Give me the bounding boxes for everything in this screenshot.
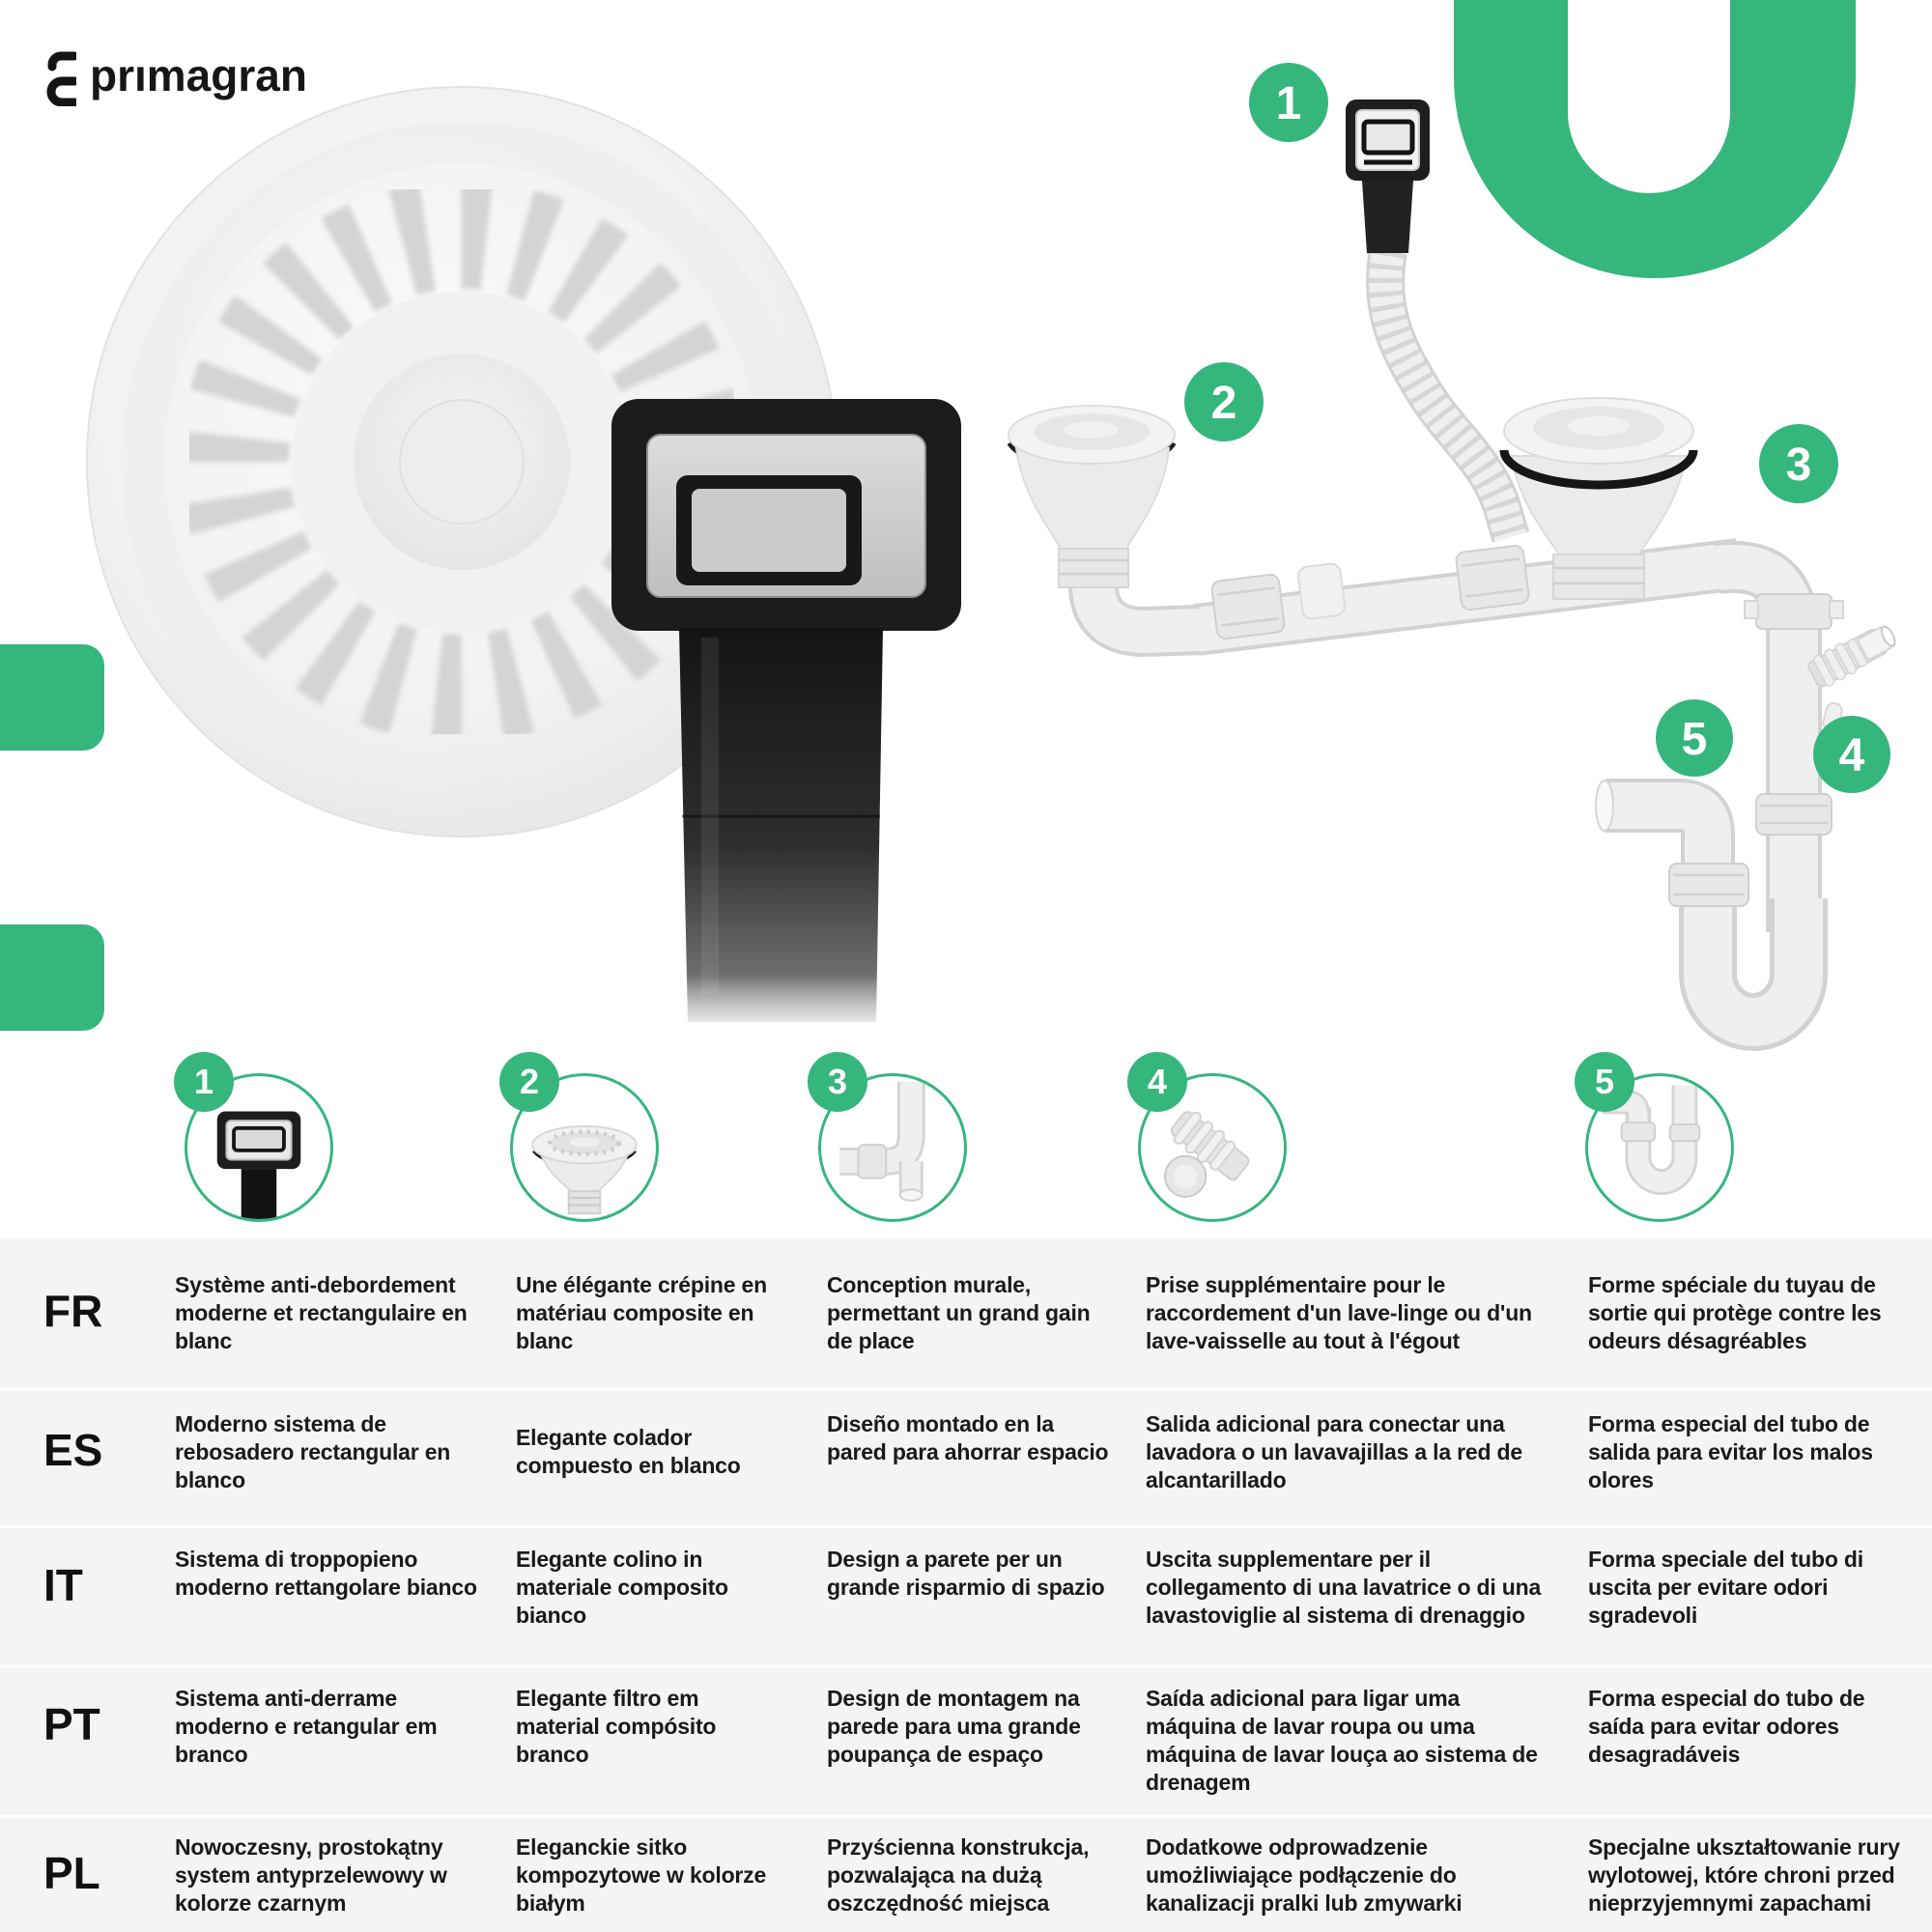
thumbnail-2-number: 2 bbox=[499, 1052, 559, 1112]
table-cell: Conception murale, permettant un grand gain de place bbox=[827, 1272, 1091, 1353]
table-cell: Forma speciale del tubo di uscita per evitare odori sgradevoli bbox=[1588, 1547, 1863, 1628]
table-cell: Forma especial del tubo de salida para evitar los malos olores bbox=[1588, 1411, 1873, 1492]
lang-label-it: IT bbox=[43, 1560, 83, 1610]
drain-kit-photo bbox=[966, 39, 1932, 1092]
marker-4 bbox=[1813, 716, 1890, 793]
thumbnail-1-number: 1 bbox=[174, 1052, 234, 1112]
table-cell: Design de montagem na parede para uma grande poupança de espaço bbox=[827, 1686, 1081, 1767]
strainer-flange-photo bbox=[39, 58, 985, 1043]
table-cell: Dodatkowe odprowadzenie umożliwiające podłączenie do kanalizacji pralki lub zmywarki bbox=[1146, 1834, 1463, 1916]
lang-label-pl: PL bbox=[43, 1848, 100, 1898]
row-divider bbox=[0, 1664, 1932, 1667]
thumbnail-3-number: 3 bbox=[808, 1052, 867, 1112]
table-cell: Système anti-debordement moderne et rectangulaire en blanc bbox=[175, 1272, 468, 1353]
thumbnail-2 bbox=[510, 1062, 659, 1222]
table-cell: Design a parete per un grande risparmio di spazio bbox=[827, 1547, 1105, 1600]
table-cell: Salida adicional para conectar una lavadora o un lavavajillas a la red de alcantarillado bbox=[1146, 1411, 1522, 1492]
table-cell: Sistema di troppopieno moderno rettangolare bianco bbox=[175, 1547, 477, 1600]
svg-text:2: 2 bbox=[1210, 378, 1237, 429]
thumbnail-3 bbox=[818, 1062, 967, 1222]
svg-text:5: 5 bbox=[1681, 714, 1708, 765]
table-cell: Elegante colador compuesto en blanco bbox=[516, 1425, 741, 1478]
table-cell: Forma especial do tubo de saída para evitar odores desagradáveis bbox=[1588, 1686, 1865, 1767]
table-cell: Elegante colino in materiale composito bianco bbox=[516, 1547, 728, 1628]
thumbnail-4-number: 4 bbox=[1127, 1052, 1187, 1112]
row-divider bbox=[0, 1525, 1932, 1528]
row-divider bbox=[0, 1815, 1932, 1818]
svg-text:1: 1 bbox=[1275, 78, 1302, 129]
table-cell: Elegante filtro em material compósito branco bbox=[516, 1686, 717, 1767]
table-cell: Saída adicional para ligar uma máquina de lavar roupa ou uma máquina de lavar louça ao sistema de drenagem bbox=[1146, 1686, 1538, 1795]
table-cell: Moderno sistema de rebosadero rectangular en blanco bbox=[175, 1411, 451, 1492]
horizontal-pipe bbox=[1196, 545, 1739, 639]
lang-label-fr: FR bbox=[43, 1286, 103, 1336]
table-cell: Uscita supplementare per il collegamento di una lavatrice o di una lavastoviglie al sistema di drenaggio bbox=[1146, 1547, 1542, 1628]
svg-text:4: 4 bbox=[1838, 730, 1865, 781]
lang-label-pt: PT bbox=[43, 1699, 100, 1749]
marker-3 bbox=[1759, 424, 1838, 503]
table-cell: Une élégante crépine en matériau composite en blanc bbox=[516, 1272, 767, 1353]
thumbnail-5-number: 5 bbox=[1575, 1052, 1634, 1112]
overflow-head-photo bbox=[611, 399, 961, 631]
table-cell: Sistema anti-derrame moderno e retangular em branco bbox=[175, 1686, 438, 1767]
brand-name: prımagran bbox=[90, 49, 307, 100]
table-cell: Prise supplémentaire pour le raccordement d'un lave-linge ou d'un lave-vaisselle au tout à l'égout bbox=[1146, 1272, 1532, 1353]
overflow-fitting bbox=[1346, 99, 1511, 537]
table-cell: Specjalne ukształtowanie rury wylotowej, które chroni przed nieprzyjemnymi zapachami bbox=[1588, 1834, 1900, 1916]
table-cell: Forme spéciale du tuyau de sortie qui protège contre les odeurs désagréables bbox=[1588, 1272, 1882, 1353]
table-cell: Przyścienna konstrukcja, pozwalająca na dużą oszczędność miejsca bbox=[827, 1834, 1090, 1916]
thumbnail-5 bbox=[1585, 1062, 1734, 1222]
marker-1 bbox=[1249, 63, 1328, 142]
table-cell: Nowoczesny, prostokątny system antyprzelewowy w kolorze czarnym bbox=[175, 1834, 447, 1916]
table-cell: Eleganckie sitko kompozytowe w kolorze białym bbox=[516, 1834, 767, 1916]
row-divider bbox=[0, 1388, 1932, 1391]
marker-2 bbox=[1184, 362, 1264, 441]
thumbnail-1 bbox=[185, 1062, 333, 1222]
lang-label-es: ES bbox=[43, 1425, 103, 1475]
left-strainer bbox=[1009, 406, 1200, 632]
table-cell: Diseño montado en la pared para ahorrar espacio bbox=[827, 1411, 1109, 1464]
svg-text:3: 3 bbox=[1785, 440, 1812, 491]
thumbnail-4 bbox=[1138, 1062, 1287, 1222]
marker-5 bbox=[1656, 699, 1733, 777]
